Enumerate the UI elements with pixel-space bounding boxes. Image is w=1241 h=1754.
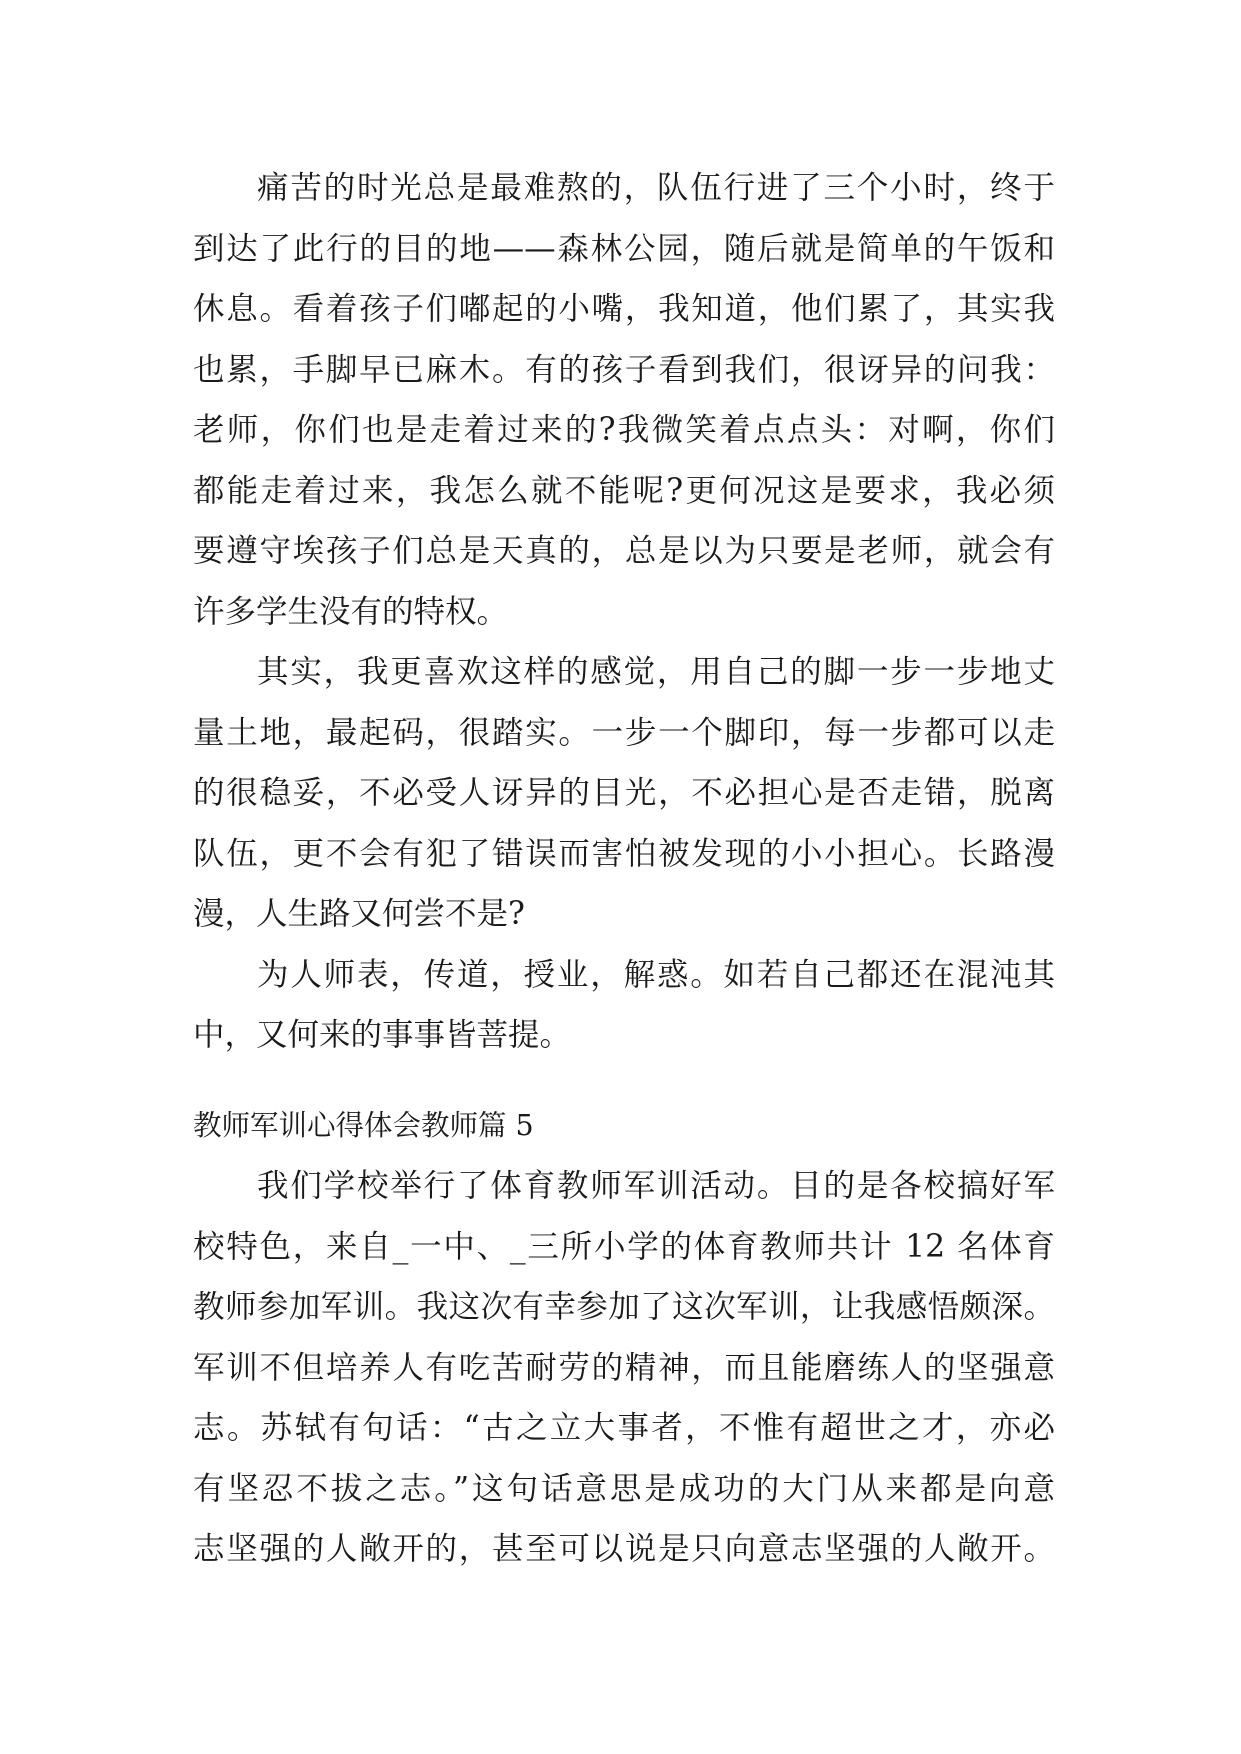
text-line: 到达了此行的目的地——森林公园，随后就是简单的午饭和 bbox=[193, 230, 1055, 267]
text-line: 痛苦的时光总是最难熬的，队伍行进了三个小时，终于 bbox=[257, 170, 1055, 206]
text-line: 教师参加军训。我这次有幸参加了这次军训，让我感悟颇深。 bbox=[193, 1289, 1055, 1325]
text-line: 其实，我更喜欢这样的感觉，用自己的脚一步一步地丈 bbox=[257, 654, 1055, 690]
text-line: 我们学校举行了体育教师军训活动。目的是各校搞好军 bbox=[257, 1168, 1055, 1204]
text-line: 许多学生没有的特权。 bbox=[193, 593, 509, 630]
text-line: 休息。看着孩子们嘟起的小嘴，我知道，他们累了，其实我 bbox=[193, 291, 1055, 327]
text-line: 漫，人生路又何尝不是? bbox=[193, 896, 525, 932]
text-line: 有坚忍不拔之志。”这句话意思是成功的大门从来都是向意 bbox=[193, 1470, 1055, 1507]
text-line: 的很稳妥，不必受人讶异的目光，不必担心是否走错，脱离 bbox=[193, 775, 1055, 811]
text-line: 志。苏轼有句话：“古之立大事者，不惟有超世之才，亦必 bbox=[193, 1410, 1055, 1446]
text-line: 老师，你们也是走着过来的?我微笑着点点头：对啊，你们 bbox=[193, 412, 1055, 448]
text-line: 志坚强的人敞开的，甚至可以说是只向意志坚强的人敞开。 bbox=[193, 1531, 1055, 1567]
document-body bbox=[193, 158, 1055, 1580]
section-spacer bbox=[193, 1066, 1055, 1096]
text-line: 校特色，来自_一中、_三所小学的体育教师共计 12 名体育 bbox=[193, 1228, 1055, 1265]
paragraph bbox=[193, 158, 1055, 642]
text-line: 军训不但培养人有吃苦耐劳的精神，而且能磨练人的坚强意 bbox=[193, 1349, 1055, 1386]
paragraph bbox=[193, 642, 1055, 945]
text-line: 为人师表，传道，授业，解惑。如若自己都还在混沌其 bbox=[257, 956, 1055, 993]
paragraph bbox=[193, 1156, 1055, 1580]
paragraph bbox=[193, 945, 1055, 1066]
text-line: 要遵守埃孩子们总是天真的，总是以为只要是老师，就会有 bbox=[193, 533, 1055, 569]
text-line: 队伍，更不会有犯了错误而害怕被发现的小小担心。长路漫 bbox=[193, 835, 1055, 872]
text-line: 中，又何来的事事皆菩提。 bbox=[193, 1017, 572, 1053]
text-line: 也累，手脚早已麻木。有的孩子看到我们，很讶异的问我： bbox=[193, 351, 1055, 388]
text-line: 量土地，最起码，很踏实。一步一个脚印，每一步都可以走 bbox=[193, 714, 1055, 751]
text-line: 都能走着过来，我怎么就不能呢?更何况这是要求，我必须 bbox=[193, 472, 1055, 509]
section-heading: 教师军训心得体会教师篇 5 bbox=[193, 1108, 534, 1142]
